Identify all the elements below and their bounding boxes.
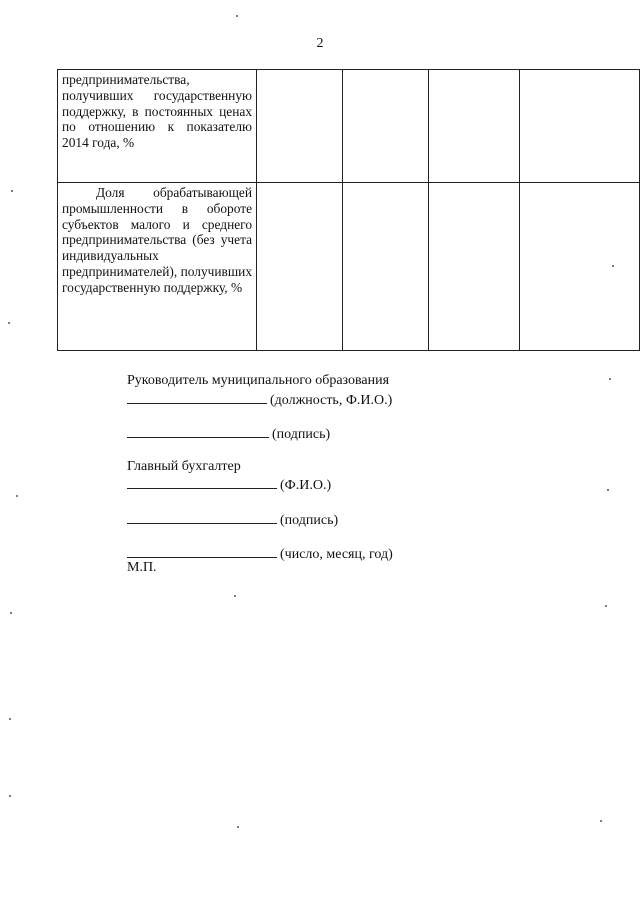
accountant-signature-line xyxy=(127,511,338,529)
scan-speck xyxy=(609,378,611,380)
accountant-signature-blank xyxy=(127,511,277,524)
scan-speck xyxy=(234,595,236,597)
date-hint: (число, месяц, год) xyxy=(280,547,393,562)
head-title: Руководитель муниципального образования xyxy=(127,373,390,388)
head-signature-blank xyxy=(127,425,269,438)
table-row xyxy=(58,183,640,351)
value-cell xyxy=(257,70,343,183)
scan-speck xyxy=(607,489,609,491)
scan-speck xyxy=(16,495,18,497)
report-table xyxy=(57,69,640,351)
value-cell xyxy=(342,70,428,183)
head-signature-line xyxy=(127,425,330,443)
scan-speck xyxy=(236,15,238,17)
indicator-label xyxy=(58,183,257,351)
value-cell xyxy=(519,70,639,183)
scan-speck xyxy=(600,820,602,822)
indicator-label-text: Доля обрабатывающей промышленности в обороте субъектов малого и среднего предпринимательства (без учета индивидуальных предпринимателей), получивших государственную поддержку, % xyxy=(62,185,253,295)
scan-speck xyxy=(8,322,10,324)
head-position-hint: (должность, Ф.И.О.) xyxy=(270,393,393,408)
value-cell xyxy=(342,183,428,351)
value-cell xyxy=(428,70,519,183)
page-number: 2 xyxy=(316,36,324,51)
date-line xyxy=(127,545,393,563)
head-position-blank xyxy=(127,391,267,404)
head-signature-hint: (подпись) xyxy=(272,427,331,442)
scan-speck xyxy=(237,826,239,828)
scan-speck xyxy=(10,612,12,614)
scan-speck xyxy=(9,718,11,720)
value-cell xyxy=(428,183,519,351)
accountant-name-hint: (Ф.И.О.) xyxy=(280,478,332,493)
head-position-line xyxy=(127,391,392,409)
accountant-name-line xyxy=(127,476,331,494)
value-cell xyxy=(519,183,639,351)
scan-speck xyxy=(9,795,11,797)
accountant-name-blank xyxy=(127,476,277,489)
indicator-label: предпринимательства, получивших государственную поддержку, в постоянных ценах по отношению к показателю 2014 года, % xyxy=(58,70,257,183)
scan-speck xyxy=(11,190,13,192)
accountant-signature-hint: (подпись) xyxy=(280,513,339,528)
value-cell xyxy=(257,183,343,351)
date-blank xyxy=(127,545,277,558)
scan-speck xyxy=(605,605,607,607)
table-row xyxy=(58,70,640,183)
scan-speck xyxy=(612,265,614,267)
stamp-label: М.П. xyxy=(127,560,157,575)
accountant-title: Главный бухгалтер xyxy=(127,459,241,474)
